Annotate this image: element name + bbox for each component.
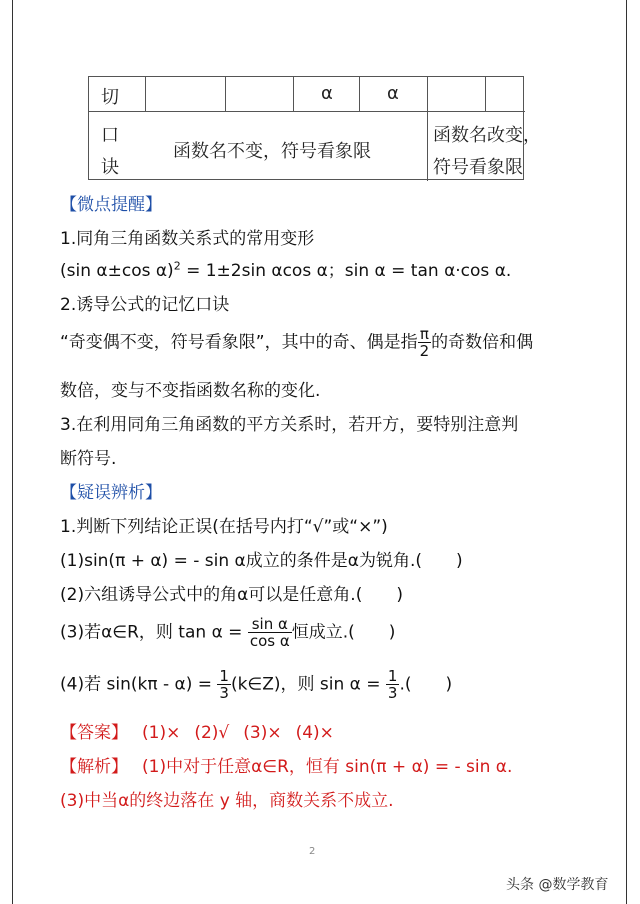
formula-exponent: 2 xyxy=(173,259,181,273)
question-item xyxy=(60,616,395,649)
section-header-tips: 【微点提醒】 xyxy=(60,195,162,215)
tip-formula xyxy=(60,256,511,281)
table-col-divider xyxy=(427,77,428,181)
fraction-one-third xyxy=(386,668,400,701)
table-col-divider xyxy=(225,77,226,111)
text-part: 恒成立.( ) xyxy=(291,622,396,643)
text-part: (k∈Z)，则 sin α = xyxy=(230,674,386,695)
question-item: (2)六组诱导公式中的角α可以是任意角.( ) xyxy=(60,585,403,605)
tip-paragraph: 3.在利用同角三角函数的平方关系时，若开方，要特别注意判 xyxy=(60,415,519,435)
table-row1-label: 切 xyxy=(101,87,119,108)
page-border-right xyxy=(626,0,627,904)
answer-item: (3)× xyxy=(243,723,282,743)
table-row-divider xyxy=(89,111,525,112)
question-intro: 1.判断下列结论正误(在括号内打“√”或“×”) xyxy=(60,517,388,537)
watermark: 头条 @数学教育 xyxy=(506,877,609,893)
answer-line xyxy=(60,718,334,743)
table-col-divider xyxy=(359,77,360,111)
analysis-text: (1)中对于任意α∈R，恒有 sin(π + α) = - sin α. xyxy=(142,757,513,777)
question-item: (1)sin(π + α) = - sin α成立的条件是α为锐角.( ) xyxy=(60,551,463,571)
fraction-pi-over-2 xyxy=(418,326,432,359)
text-part: “奇变偶不变，符号看象限”，其中的奇、偶是指 xyxy=(60,332,418,353)
text-part: .( ) xyxy=(399,674,453,695)
text-part: (3)若α∈R，则 tan α = xyxy=(60,622,248,643)
section-header-errors: 【疑误辨析】 xyxy=(60,483,162,503)
fraction-numerator: sin α xyxy=(248,616,292,633)
table-row1-cell: α xyxy=(387,83,399,104)
fraction-denominator: cos α xyxy=(249,632,290,650)
tip-paragraph: 2.诱导公式的记忆口诀 xyxy=(60,295,230,315)
fraction-denominator: 3 xyxy=(387,684,398,702)
table-col-divider xyxy=(145,77,146,111)
page-number: 2 xyxy=(309,846,316,857)
page-border-left xyxy=(12,0,13,904)
tip-paragraph xyxy=(60,326,533,359)
table-row1-cell: α xyxy=(321,83,333,104)
answer-item: (1)× xyxy=(142,723,181,743)
answer-item: (2)√ xyxy=(194,723,230,743)
text-part: 的奇数倍和偶 xyxy=(431,332,534,353)
text-part: (4)若 sin(kπ - α) = xyxy=(60,674,218,695)
fraction-one-third xyxy=(217,668,231,701)
table-col-divider xyxy=(485,77,486,111)
tip-paragraph: 1.同角三角函数关系式的常用变形 xyxy=(60,229,315,249)
fraction-denominator: 3 xyxy=(219,684,229,702)
table-row2-cell: 函数名不变，符号看象限 xyxy=(173,141,371,162)
fraction-numerator: 1 xyxy=(219,667,229,685)
table-row2-label: 诀 xyxy=(101,157,119,178)
tip-paragraph: 数倍，变与不变指函数名称的变化. xyxy=(60,381,321,401)
answer-item: (4)× xyxy=(295,723,334,743)
fraction-numerator: 1 xyxy=(387,667,398,685)
table-row2-cell: 符号看象限 xyxy=(433,157,523,178)
formula-part: = 1±2sin αcos α；sin α = tan α·cos α. xyxy=(180,261,512,281)
tip-paragraph: 断符号. xyxy=(60,449,117,469)
table-row2-label: 口 xyxy=(101,125,119,146)
formula-table xyxy=(88,76,541,180)
table-row2-cell: 函数名改变， xyxy=(433,125,541,146)
answer-label: 【答案】 xyxy=(60,723,128,743)
fraction-sin-over-cos xyxy=(248,616,292,649)
analysis-line xyxy=(60,752,512,777)
analysis-label: 【解析】 xyxy=(60,757,128,777)
fraction-numerator: π xyxy=(418,326,432,343)
question-item xyxy=(60,668,452,701)
fraction-denominator: 2 xyxy=(419,342,430,360)
table-col-divider xyxy=(293,77,294,111)
formula-part: (sin α±cos α) xyxy=(60,261,174,281)
analysis-text: (3)中当α的终边落在 y 轴，商数关系不成立. xyxy=(60,791,394,811)
